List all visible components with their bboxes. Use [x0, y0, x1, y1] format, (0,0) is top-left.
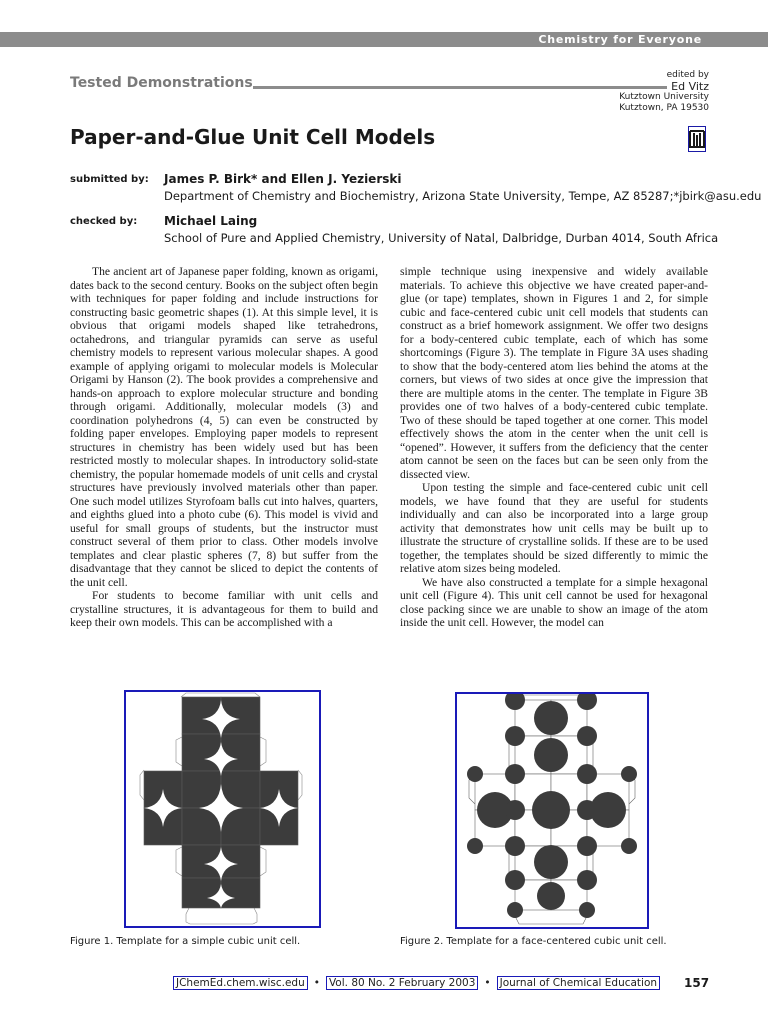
right-column — [400, 265, 708, 630]
page-number: 157 — [684, 976, 710, 990]
face-centered-cubic-template-figure — [457, 694, 647, 927]
section-rule — [253, 86, 667, 89]
checker-name: Michael Laing — [164, 214, 258, 228]
editor-block — [619, 70, 709, 114]
volume-link[interactable]: Vol. 80 No. 2 February 2003 — [326, 976, 478, 990]
section-title: Tested Demonstrations — [70, 75, 253, 91]
page-footer — [173, 977, 660, 989]
author-names: James P. Birk* and Ellen J. Yezierski — [164, 172, 402, 186]
body-paragraph: The ancient art of Japanese paper folding, known as origami, dates back to the second century. Books on the subject often begin with techniques for paper folding and include instructions for constructing basic geometric shapes (1). At this simple level, it is obvious that origami models shaped like tetrahedrons, octahedrons, and triangular pyramids can serve as useful chemistry models to represent various molecular shapes. A good example of applying origami to molecular models is Molecular Origami by Hanson (2). The book provides a comprehensive and hands-on approach to explore molecular structure and bonding through origami. Additionally, molecular models (3) and coordination polyhedrons (4, 5) can even be constructed by folding paper envelopes. Employing paper models to represent structures in chemistry has been widely used but has been restricted mostly to molecular shapes. In introductory solid-state chemistry, the popular homemade models of unit cells and crystal structures have previously involved materials other than paper. One such model utilizes Styrofoam balls cut into halves, quarters, and eighths glued into a photo cube (6). This model is vivid and useful for small groups of students, but the instructor must construct several of them prior to class. Other models involve templates and clear plastic spheres (7, 8) but suffer from the disadvantage that they cannot be sliced to depict the contents of the unit cell. — [70, 265, 378, 589]
submitted-by-label: submitted by: — [70, 174, 149, 185]
figure-1-caption: Figure 1. Template for a simple cubic unit cell. — [70, 936, 301, 947]
body-paragraph: We have also constructed a template for a simple hexagonal unit cell (Figure 4). This unit cell cannot be used for hexagonal close packing since we are unable to show an image of the atom inside the unit cell. However, the model can — [400, 575, 708, 629]
left-column — [70, 265, 378, 630]
editor-name: Ed Vitz — [671, 80, 709, 93]
website-link[interactable]: JChemEd.chem.wisc.edu — [173, 976, 308, 990]
figure-2-caption: Figure 2. Template for a face-centered cubic unit cell. — [400, 936, 667, 947]
edited-by-label: edited by — [666, 70, 709, 80]
body-paragraph: simple technique using inexpensive and widely available materials. To achieve this objective we have created paper-and-glue (or tape) templates, shown in Figures 1 and 2, for simple cubic and face-centered cubic unit cell models that students can construct as a brief homework assignment. We offer two designs for a body-centered cubic template, each of which has some shortcomings (Figure 3). The template in Figure 3A uses shading to show that the body-centered atom lies behind the atoms at the corners, but views of two sides at once give the impression that there are multiple atoms in the center. The template in Figure 3B provides one of two halves of a body-centered cubic template. Two of these should be taped together at one corner. This model effectively shows the atom in the center when the unit cell is “opened”. However, it suffers from the deficiency that the center atom cannot be seen on the faces but can be seen only from the dissected view. — [400, 265, 708, 481]
footer-bullet: • — [313, 977, 320, 989]
editor-location: Kutztown, PA 19530 — [619, 103, 709, 113]
figure-2-frame[interactable] — [455, 692, 649, 929]
section-bar — [0, 32, 768, 47]
figure-1-frame[interactable] — [124, 690, 321, 928]
body-paragraph: For students to become familiar with unit cells and crystalline structures, it is advantageous for them to build and keep their own models. This can be accomplished with a — [70, 589, 378, 629]
article-title: Paper-and-Glue Unit Cell Models — [70, 125, 436, 149]
section-bar-label: Chemistry for Everyone — [538, 33, 702, 46]
checked-by-label: checked by: — [70, 216, 138, 227]
footer-bullet: • — [484, 977, 491, 989]
simple-cubic-template-figure — [126, 692, 319, 926]
editor-affiliation: Kutztown University — [619, 92, 709, 102]
w-web-icon[interactable] — [688, 126, 706, 152]
author-affiliation: Department of Chemistry and Biochemistry, Arizona State University, Tempe, AZ 85287;*jbirk@asu.edu — [164, 189, 762, 203]
checker-affiliation: School of Pure and Applied Chemistry, University of Natal, Dalbridge, Durban 4014, South Africa — [164, 231, 719, 245]
journal-link[interactable]: Journal of Chemical Education — [497, 976, 660, 990]
body-paragraph: Upon testing the simple and face-centered cubic unit cell models, we have found that they are useful for students individually and can also be incorporated into a large group activity that demonstrates how unit cells may be built up to illustrate the structure of crystalline solids. If these are to be used together, the templates should be sized differently to mimic the relative atom sizes being modeled. — [400, 481, 708, 575]
